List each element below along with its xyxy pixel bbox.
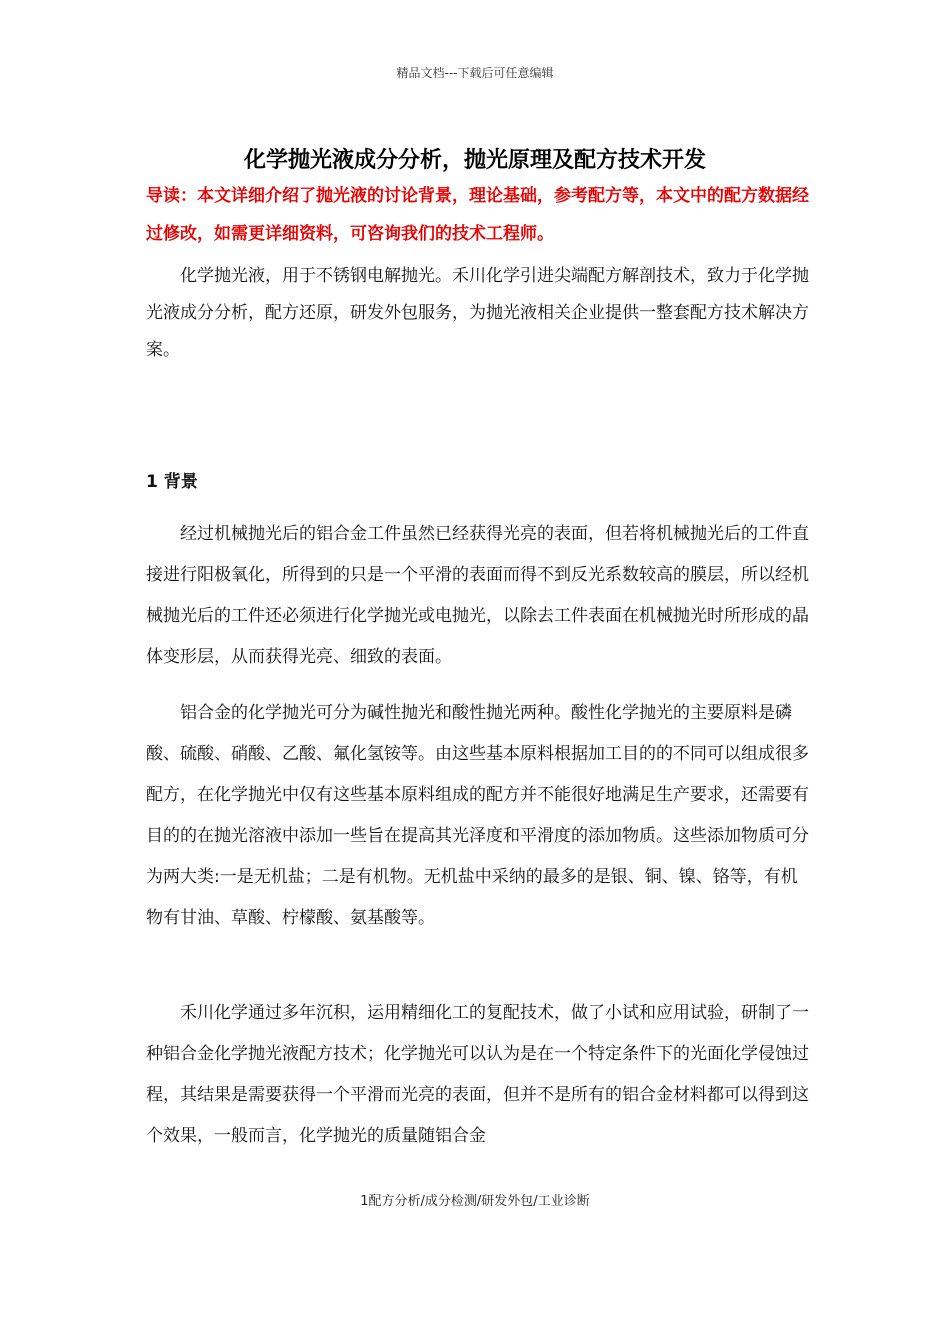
document-title: 化学抛光液成分分析，抛光原理及配方技术开发 — [243, 147, 706, 173]
page-footer: 1配方分析/成分检测/研发外包/工业诊断 — [360, 1194, 590, 1209]
section-paragraph: 铝合金的化学抛光可分为碱性抛光和酸性抛光两种。酸性化学抛光的主要原料是磷酸、硫酸、硝酸、乙酸、氟化氢铵等。由这些基本原料根据加工目的的不同可以组成很多配方，在化学抛光中仅有这些基本原料组成的配方并不能很好地满足生产要求，还需要有目的的在抛光溶液中添加一些旨在提高其光泽度和平滑度的添加物质。这些添加物质可分为两大类:一是无机盐；二是有机物。无机盐中采纳的最多的是银、铜、镍、铬等，有机物有甘油、草酸、柠檬酸、氨基酸等。 — [146, 703, 809, 928]
header-note: 精品文档---下载后可任意编辑 — [396, 66, 554, 80]
section-paragraph: 禾川化学通过多年沉积，运用精细化工的复配技术，做了小试和应用试验，研制了一种铝合金化学抛光液配方技术；化学抛光可以认为是在一个特定条件下的光面化学侵蚀过程，其结果是需要获得一个平滑而光亮的表面，但并不是所有的铝合金材料都可以得到这个效果，一般而言，化学抛光的质量随铝合金 — [146, 1003, 809, 1146]
section-heading: 1 背景 — [146, 472, 198, 492]
overview-paragraph: 化学抛光液，用于不锈钢电解抛光。禾川化学引进尖端配方解剖技术，致力于化学抛光液成分分析，配方还原，研发外包服务，为抛光液相关企业提供一整套配方技术解决方案。 — [146, 266, 809, 360]
section-paragraph: 经过机械抛光后的铝合金工件虽然已经获得光亮的表面，但若将机械抛光后的工件直接进行阳极氧化，所得到的只是一个平滑的表面而得不到反光系数较高的膜层，所以经机械抛光后的工件还必须进行化学抛光或电抛光，以除去工件表面在机械抛光时所形成的晶体变形层，从而获得光亮、细致的表面。 — [146, 524, 809, 667]
intro-paragraph: 导读：本文详细介绍了抛光液的讨论背景，理论基础，参考配方等，本文中的配方数据经过修改，如需更详细资料，可咨询我们的技术工程师。 — [146, 186, 809, 244]
